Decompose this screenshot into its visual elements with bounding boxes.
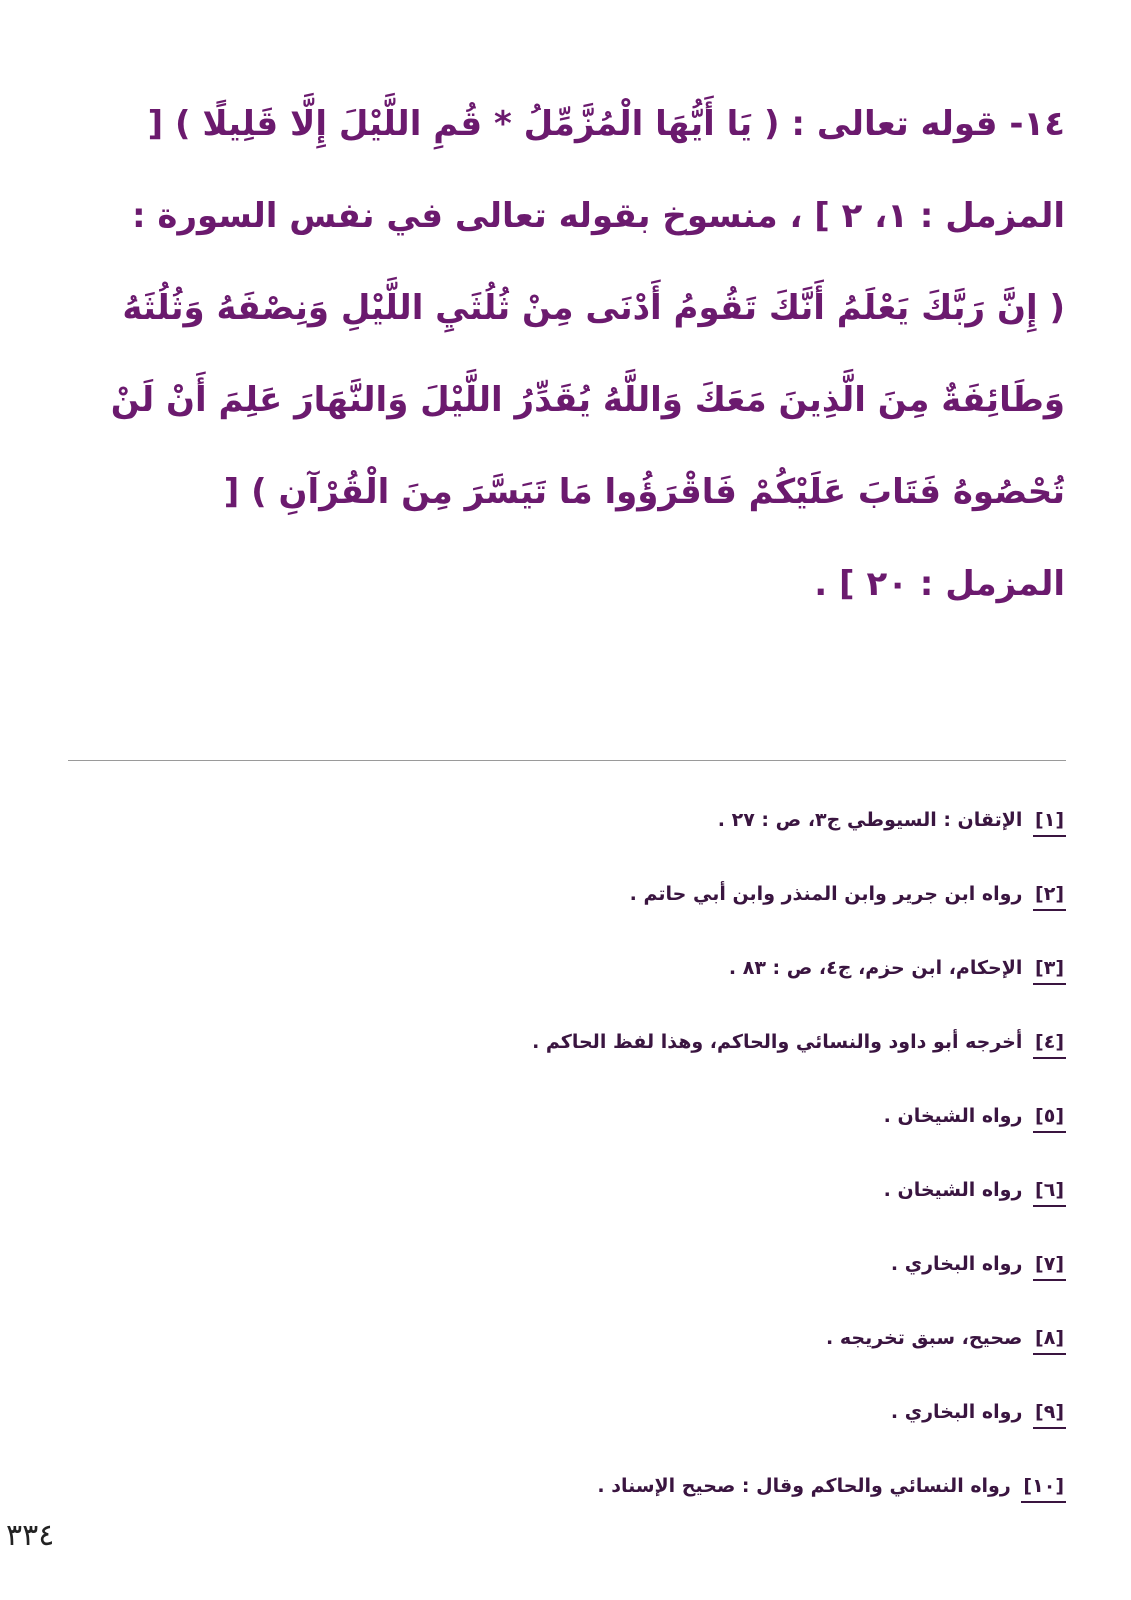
- footnotes-list: [68, 800, 1066, 1540]
- footnote-text: الإتقان : السيوطي ج٣، ص : ٢٧ .: [717, 809, 1023, 831]
- footnote-6: [68, 1170, 1066, 1244]
- footnote-number: [٥]: [1033, 1101, 1066, 1133]
- main-line-3: أَدْنَى مِنْ ثُلُثَيِ اللَّيْلِ وَنِصْفَهُ وَثُلُثَهُ وَطَائِفَةٌ مِنَ الَّذِينَ مَعَكَ وَاللَّهُ يُقَدِّرُ: [122, 288, 1065, 420]
- footnote-text: رواه الشيخان .: [883, 1105, 1023, 1127]
- footnote-number: [٣]: [1033, 953, 1066, 985]
- footnote-divider: [68, 760, 1066, 761]
- footnote-number: [١]: [1033, 805, 1066, 837]
- main-line-1: قوله تعالى : ( يَا أَيُّهَا الْمُزَّمِّلُ * قُمِ اللَّيْلَ إِلَّا قَلِيلًا ) [ المزمل : ١،: [147, 104, 1065, 236]
- footnote-1: [68, 800, 1066, 874]
- footnote-number: [٦]: [1033, 1175, 1066, 1207]
- main-line-4: اللَّيْلَ وَالنَّهَارَ عَلِمَ أَنْ لَنْ تُحْصُوهُ فَتَابَ عَلَيْكُمْ فَاقْرَؤُوا مَا تَيَسَّرَ مِنَ: [110, 380, 1065, 512]
- footnote-text: أخرجه أبو داود والنسائي والحاكم، وهذا لفظ الحاكم .: [532, 1031, 1023, 1053]
- footnote-10: [68, 1466, 1066, 1540]
- main-line-2: ٢ ] ، منسوخ بقوله تعالى في نفس السورة : ( إِنَّ رَبَّكَ يَعْلَمُ أَنَّكَ تَقُومُ: [131, 196, 1065, 328]
- footnote-4: [68, 1022, 1066, 1096]
- item-number: ١٤-: [1009, 104, 1065, 144]
- footnote-number: [٤]: [1033, 1027, 1066, 1059]
- footnote-text: رواه النسائي والحاكم وقال : صحيح الإسناد .: [597, 1475, 1011, 1497]
- footnote-2: [68, 874, 1066, 948]
- footnote-9: [68, 1392, 1066, 1466]
- footnote-8: [68, 1318, 1066, 1392]
- footnote-text: رواه البخاري .: [890, 1401, 1023, 1423]
- page-number: ٣٣٤: [6, 1518, 55, 1553]
- footnote-7: [68, 1244, 1066, 1318]
- footnote-text: الإحكام، ابن حزم، ج٤، ص : ٨٣ .: [728, 957, 1023, 979]
- footnote-text: صحيح، سبق تخريجه .: [826, 1327, 1023, 1349]
- footnote-3: [68, 948, 1066, 1022]
- footnote-number: [٩]: [1033, 1397, 1066, 1429]
- footnote-number: [٧]: [1033, 1249, 1066, 1281]
- footnote-5: [68, 1096, 1066, 1170]
- footnote-number: [٨]: [1033, 1323, 1066, 1355]
- footnote-text: رواه البخاري .: [890, 1253, 1023, 1275]
- footnote-number: [٢]: [1033, 879, 1066, 911]
- footnote-number: [١٠]: [1021, 1471, 1066, 1503]
- footnote-text: رواه ابن جرير وابن المنذر وابن أبي حاتم .: [629, 883, 1023, 905]
- footnote-text: رواه الشيخان .: [883, 1179, 1023, 1201]
- main-line-5: الْقُرْآنِ ) [ المزمل : ٢٠ ] .: [223, 472, 1065, 604]
- main-paragraph: [110, 78, 1065, 630]
